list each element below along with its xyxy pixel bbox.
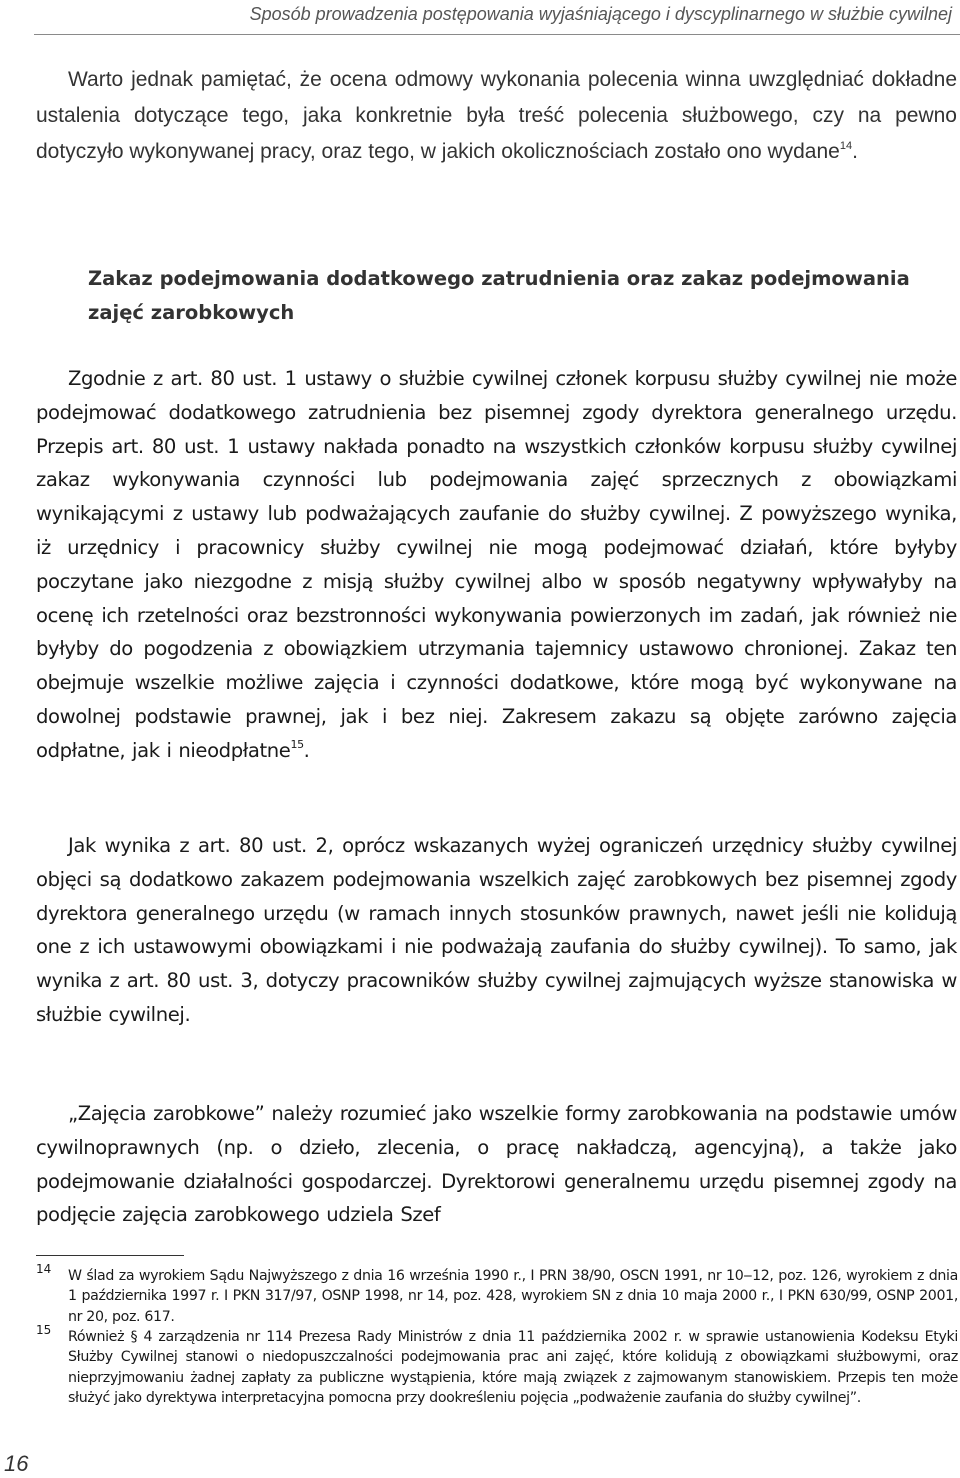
paragraph-4: „Zajęcia zarobkowe” należy rozumieć jako wszelkie formy zarobkowania na podstawie umów cywilnoprawnych (np. o dzieło, zlecenia, o pracę nakładczą, agencyjną), a także jako podejmowanie działalności gospodarczej. Dyrektorowi generalnemu urzędu pisemnej zgody na podjęcie zajęcia zarobkowego udziela Szef — [36, 1102, 957, 1227]
footnote-15 — [36, 1323, 958, 1408]
running-header: Sposób prowadzenia postępowania wyjaśniającego i dyscyplinarnego w służbie cywilnej — [249, 4, 952, 24]
paragraph-2-text: Zgodnie z art. 80 ust. 1 ustawy o służbie cywilnej członek korpusu służby cywilnej nie może podejmować dodatkowego zatrudnienia bez pisemnej zgody dyrektora generalnego urzędu. Przepis art. 80 ust. 1 ustawy nakłada ponadto na wszystkich członków korpusu służby cywilnej zakaz wykonywania czynności lub podejmowania zajęć sprzecznych z obowiązkami wynikającymi z ustawy lub podważających zaufanie do służby cywilnej. Z powyższego wynika, iż urzędnicy i pracownicy służby cywilnej nie mogą podejmować działań, które byłyby poczytane jako niezgodne z misją służby cywilnej albo w sposób negatywny wpływałyby na ocenę ich rzetelności oraz bezstronności wykonywania powierzonych im zadań, jak również nie byłyby do pogodzenia z obowiązkiem utrzymania tajemnicy ustawowo chronionej. Zakaz ten obejmuje wszelkie możliwe zajęcia i czynności dodatkowe, które mogą być wykonywane na dowolnej podstawie prawnej, jak i bez niej. Zakresem zakazu są objęte zarówno zajęcia odpłatne, jak i nieodpłatne — [36, 367, 957, 762]
paragraph-1-end: . — [852, 140, 858, 163]
paragraph-3: Jak wynika z art. 80 ust. 2, oprócz wskazanych wyżej ograniczeń urzędnicy służby cywilnej objęci są dodatkowo zakazem podejmowania wszelkich zajęć zarobkowych bez pisemnej zgody dyrektora generalnego urzędu (w ramach innych stosunków prawnych, nawet jeśli nie kolidują one z ich ustawowymi obowiązkami i nie podważają zaufania do służby cywilnej). To samo, jak wynika z art. 80 ust. 3, dotyczy pracowników służby cywilnej zajmujących wyższe stanowiska w służbie cywilnej. — [36, 834, 957, 1026]
footnote-text: Również § 4 zarządzenia nr 114 Prezesa Rady Ministrów z dnia 11 października 2002 r. w sprawie ustanowienia Kodeksu Etyki Służby Cywilnej stanowi o niedopuszczalności podejmowania prac ani zajęć, które kolidują z obowiązkami służbowymi, oraz nieprzyjmowaniu żadnej zapłaty za publiczne wystąpienia, które mają związek z zajmowanym stanowiskiem. Przepis ten może służyć jako dyrektywa interpretacyjna pomocna przy dookreśleniu pojęcia „podważenie zaufania do służby cywilnej”. — [68, 1329, 958, 1406]
header-rule — [34, 34, 960, 35]
paragraph-2-end: . — [303, 738, 310, 762]
paragraph-2 — [36, 362, 957, 768]
paragraph-1-text: Warto jednak pamiętać, że ocena odmowy wykonania polecenia winna uwzględniać dokładne ustalenia dotyczące tego, jaka konkretnie była treść polecenia służbowego, czy na pewno dotyczyło wykonywanej pracy, oraz tego, w jakich okolicznościach zostało ono wydane — [36, 68, 957, 163]
footnote-ref-15[interactable]: 15 — [290, 737, 304, 751]
footnote-separator — [36, 1255, 184, 1256]
page-number: 16 — [4, 1451, 29, 1476]
footnote-ref-14[interactable]: 14 — [839, 140, 853, 152]
footnote-14 — [36, 1262, 958, 1327]
section-heading: Zakaz podejmowania dodatkowego zatrudnienia oraz zakaz podejmowania zajęć zarobkowych — [88, 267, 910, 324]
footnote-text: W ślad za wyrokiem Sądu Najwyższego z dnia 16 września 1990 r., I PRN 38/90, OSCN 1991, nr 10‒12, poz. 126, wyrokiem z dnia 1 października 1997 r. I PKN 317/97, OSNP 1998, nr 14, poz. 428, wyrokiem SN z dnia 10 maja 2000 r., I PKN 630/99, OSNP 2001, nr 20, poz. 617. — [68, 1268, 958, 1325]
paragraph-1 — [36, 62, 957, 170]
footnote-number: 14 — [36, 1262, 52, 1276]
footnote-number: 15 — [36, 1323, 52, 1337]
